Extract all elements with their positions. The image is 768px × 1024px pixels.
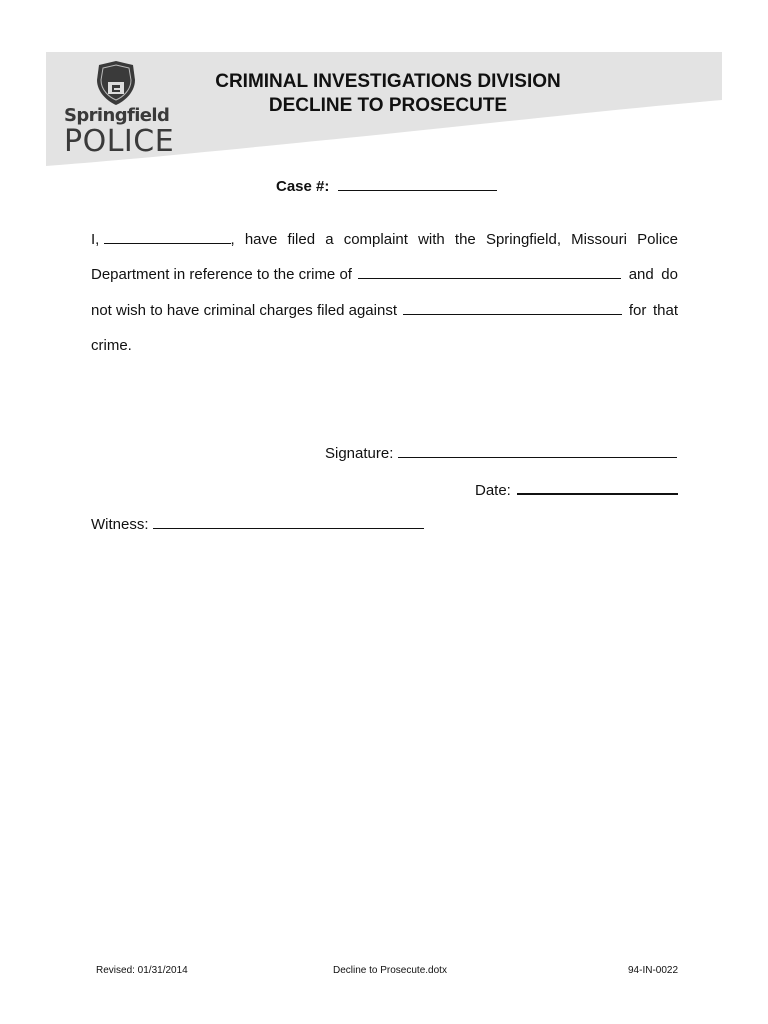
witness-field[interactable] (153, 514, 424, 529)
signature-label: Signature: (325, 445, 394, 462)
statement-word: complaint (343, 231, 408, 248)
statement-text: not wish to have criminal charges filed against (91, 302, 397, 319)
suspect-name-field[interactable] (403, 300, 622, 315)
signature-row (325, 443, 677, 464)
statement-word: have (244, 231, 278, 248)
logo-word-police: POLICE (64, 124, 175, 159)
statement-word: Missouri (571, 231, 627, 248)
date-field[interactable] (517, 479, 678, 495)
division-title: CRIMINAL INVESTIGATIONS DIVISION (215, 71, 561, 92)
statement-word: filed (287, 231, 316, 248)
crime-field[interactable] (358, 264, 621, 279)
statement-word: Police (637, 231, 678, 248)
statement-text: Department in reference to the crime of (91, 266, 352, 283)
signature-field[interactable] (398, 443, 677, 458)
case-number-field[interactable] (338, 176, 497, 191)
footer-form-number: 94-IN-0022 (628, 965, 679, 976)
date-label: Date: (475, 482, 511, 499)
complainant-name-field[interactable] (104, 229, 231, 244)
statement-line-1: I, , have filed a complaint with the Springfield, Missouri Police (91, 231, 678, 248)
statement-word: for (628, 302, 647, 319)
footer-filename: Decline to Prosecute.dotx (333, 965, 447, 976)
statement-word: with (418, 231, 445, 248)
statement-word: Springfield, (485, 231, 561, 248)
witness-row (91, 514, 424, 535)
springfield-police-logo (64, 60, 175, 159)
logo-word-springfield: Springfield (64, 105, 170, 126)
statement-word: the (454, 231, 476, 248)
form-title: DECLINE TO PROSECUTE (268, 95, 508, 116)
footer-revised: Revised: 01/31/2014 (96, 965, 188, 976)
statement-word: and (628, 266, 654, 283)
statement-line-2 (91, 264, 678, 285)
statement-word: do (661, 266, 678, 283)
statement-line-4: crime. (91, 337, 132, 354)
statement-word: that (652, 302, 678, 319)
witness-label: Witness: (91, 516, 149, 533)
case-number-row (276, 176, 497, 197)
case-number-label: Case #: (276, 178, 330, 195)
statement-word: a (325, 231, 334, 248)
statement-i: I, (91, 231, 100, 248)
statement-line-3 (91, 300, 678, 321)
date-row (475, 479, 678, 501)
police-badge-icon (95, 60, 137, 106)
